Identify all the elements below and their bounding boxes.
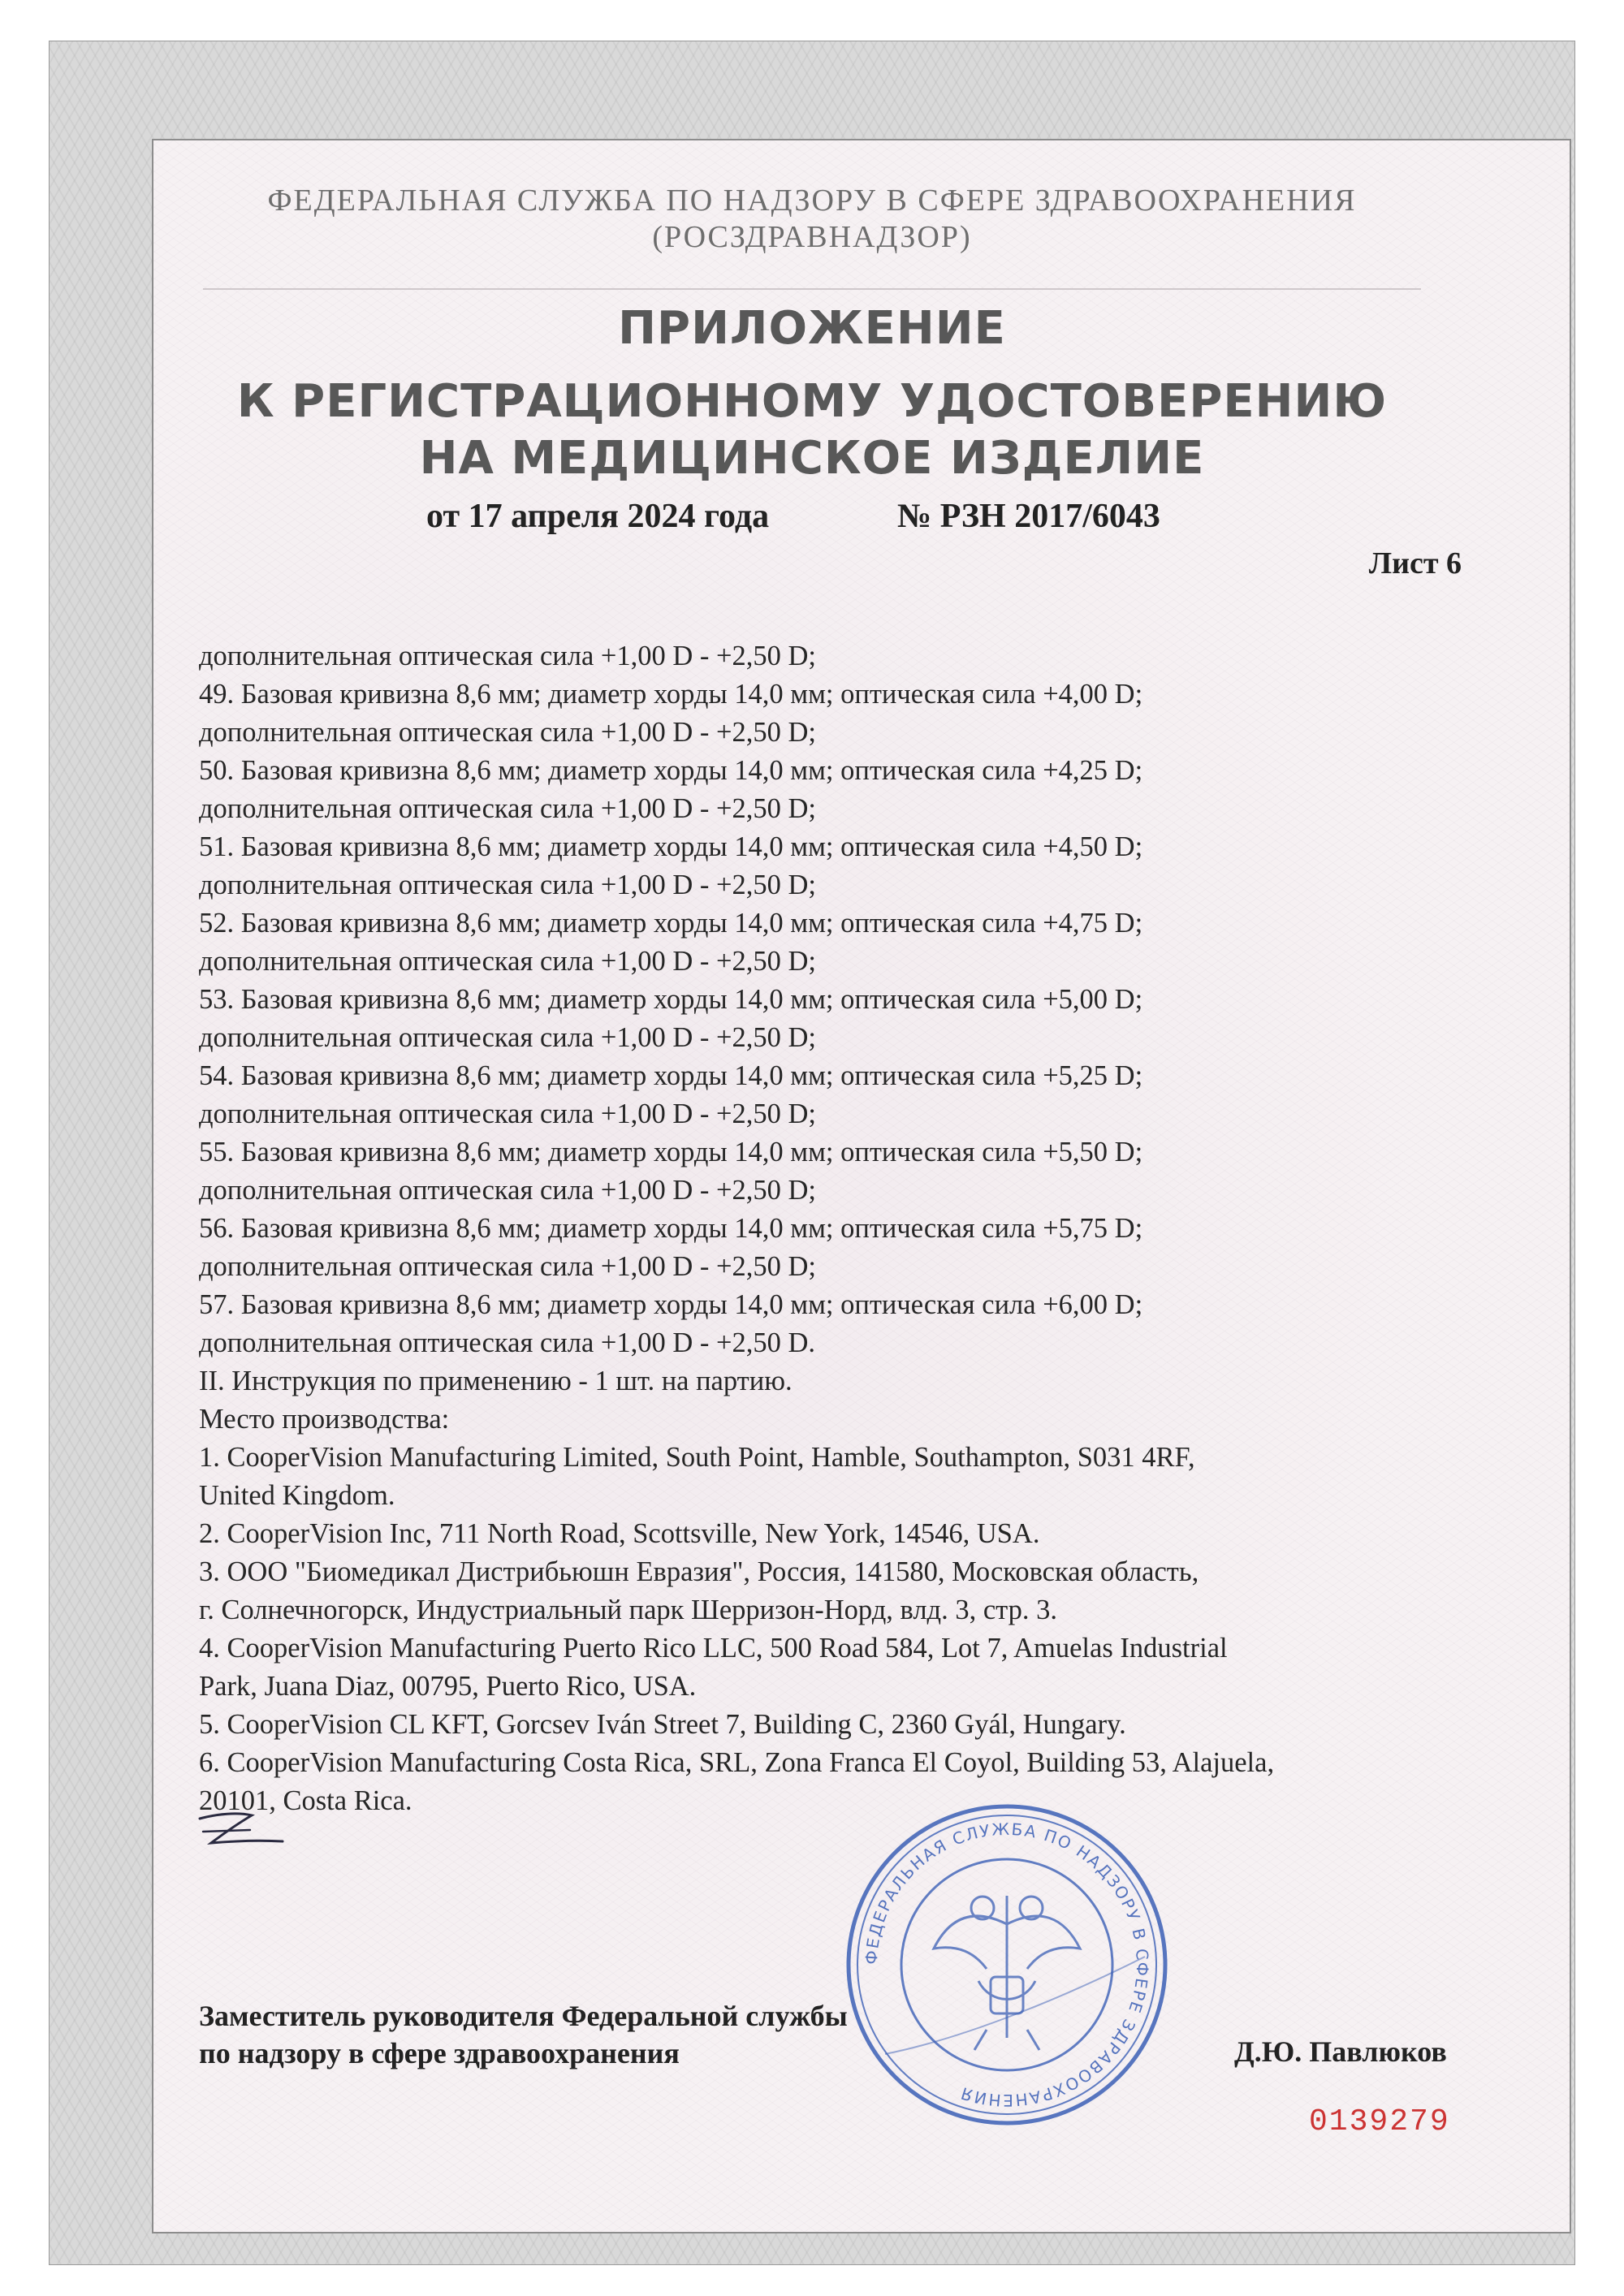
body-line: Park, Juana Diaz, 00795, Puerto Rico, USA. xyxy=(199,1671,697,1702)
body-line: 56. Базовая кривизна 8,6 мм; диаметр хорды 14,0 мм; оптическая сила +5,75 D; xyxy=(199,1213,1143,1244)
header-divider xyxy=(203,288,1421,290)
body-line: United Kingdom. xyxy=(199,1480,395,1511)
body-line: 3. ООО "Биомедикал Дистрибьюшн Евразия", Россия, 141580, Московская область, xyxy=(199,1556,1199,1587)
agency-name: ФЕДЕРАЛЬНАЯ СЛУЖБА ПО НАДЗОРУ В СФЕРЕ ЗДРАВООХРАНЕНИЯ xyxy=(267,183,1357,218)
body-line: г. Солнечногорск, Индустриальный парк Шерризон-Норд, влд. 3, стр. 3. xyxy=(199,1595,1058,1625)
body-line: 2. CooperVision Inc, 711 North Road, Scottsville, New York, 14546, USA. xyxy=(199,1518,1040,1549)
body-line: Место производства: xyxy=(199,1404,450,1435)
body-line: дополнительная оптическая сила +1,00 D - +2,50 D; xyxy=(199,641,816,671)
agency-abbreviation: (РОСЗДРАВНАДЗОР) xyxy=(652,220,972,254)
body-line: 50. Базовая кривизна 8,6 мм; диаметр хорды 14,0 мм; оптическая сила +4,25 D; xyxy=(199,755,1143,786)
body-line: дополнительная оптическая сила +1,00 D - +2,50 D; xyxy=(199,1022,816,1053)
body-line: 52. Базовая кривизна 8,6 мм; диаметр хорды 14,0 мм; оптическая сила +4,75 D; xyxy=(199,908,1143,939)
body-line: дополнительная оптическая сила +1,00 D - +2,50 D; xyxy=(199,870,816,900)
body-line: II. Инструкция по применению - 1 шт. на партию. xyxy=(199,1366,793,1396)
body-line: дополнительная оптическая сила +1,00 D - +2,50 D; xyxy=(199,793,816,824)
body-line: дополнительная оптическая сила +1,00 D - +2,50 D. xyxy=(199,1327,815,1358)
body-line: 20101, Costa Rica. xyxy=(199,1785,412,1816)
document-title: ПРИЛОЖЕНИЕ xyxy=(618,302,1006,355)
body-line: 5. CooperVision CL KFT, Gorcsev Iván Street 7, Building C, 2360 Gyál, Hungary. xyxy=(199,1709,1126,1740)
registration-number: № РЗН 2017/6043 xyxy=(897,498,1160,535)
body-line: дополнительная оптическая сила +1,00 D - +2,50 D; xyxy=(199,946,816,977)
body-line: 57. Базовая кривизна 8,6 мм; диаметр хорды 14,0 мм; оптическая сила +6,00 D; xyxy=(199,1289,1143,1320)
body-line: дополнительная оптическая сила +1,00 D - +2,50 D; xyxy=(199,1098,816,1129)
body-line: дополнительная оптическая сила +1,00 D - +2,50 D; xyxy=(199,717,816,748)
body-line: дополнительная оптическая сила +1,00 D - +2,50 D; xyxy=(199,1251,816,1282)
body-line: 1. CooperVision Manufacturing Limited, South Point, Hamble, Southampton, S031 4RF, xyxy=(199,1442,1195,1473)
body-line: 6. CooperVision Manufacturing Costa Rica, SRL, Zona Franca El Coyol, Building 53, Alajuela, xyxy=(199,1747,1275,1778)
handwritten-initial-signature xyxy=(193,1804,291,1861)
double-headed-eagle-emblem xyxy=(934,1896,1080,2050)
signatory-name: Д.Ю. Павлюков xyxy=(1234,2035,1447,2068)
sheet-number: Лист 6 xyxy=(1368,546,1462,580)
body-line: дополнительная оптическая сила +1,00 D - +2,50 D; xyxy=(199,1175,816,1206)
body-line: 54. Базовая кривизна 8,6 мм; диаметр хорды 14,0 мм; оптическая сила +5,25 D; xyxy=(199,1060,1143,1091)
official-seal-stamp xyxy=(836,1794,1177,2135)
body-line: 53. Базовая кривизна 8,6 мм; диаметр хорды 14,0 мм; оптическая сила +5,00 D; xyxy=(199,984,1143,1015)
body-text xyxy=(199,637,1482,1820)
document-title-line3: НА МЕДИЦИНСКОЕ ИЗДЕЛИЕ xyxy=(419,432,1205,485)
signatory-position xyxy=(199,1997,848,2072)
issue-date: от 17 апреля 2024 года xyxy=(426,498,770,535)
body-line: 51. Базовая кривизна 8,6 мм; диаметр хорды 14,0 мм; оптическая сила +4,50 D; xyxy=(199,831,1143,862)
signatory-position-line1: Заместитель руководителя Федеральной службы xyxy=(199,2000,848,2032)
document-title-line2: К РЕГИСТРАЦИОННОМУ УДОСТОВЕРЕНИЮ xyxy=(236,375,1388,428)
body-line: 55. Базовая кривизна 8,6 мм; диаметр хорды 14,0 мм; оптическая сила +5,50 D; xyxy=(199,1137,1143,1167)
serial-number: 0139279 xyxy=(1309,2104,1450,2139)
body-line: 49. Базовая кривизна 8,6 мм; диаметр хорды 14,0 мм; оптическая сила +4,00 D; xyxy=(199,679,1143,710)
seal-lettering: ФЕДЕРАЛЬНАЯ СЛУЖБА ПО НАДЗОРУ В СФЕРЕ ЗДРАВООХРАНЕНИЯ xyxy=(861,1819,1153,2111)
body-line: 4. CooperVision Manufacturing Puerto Rico LLC, 500 Road 584, Lot 7, Amuelas Industrial xyxy=(199,1633,1228,1664)
signatory-position-line2: по надзору в сфере здравоохранения xyxy=(199,2037,680,2069)
